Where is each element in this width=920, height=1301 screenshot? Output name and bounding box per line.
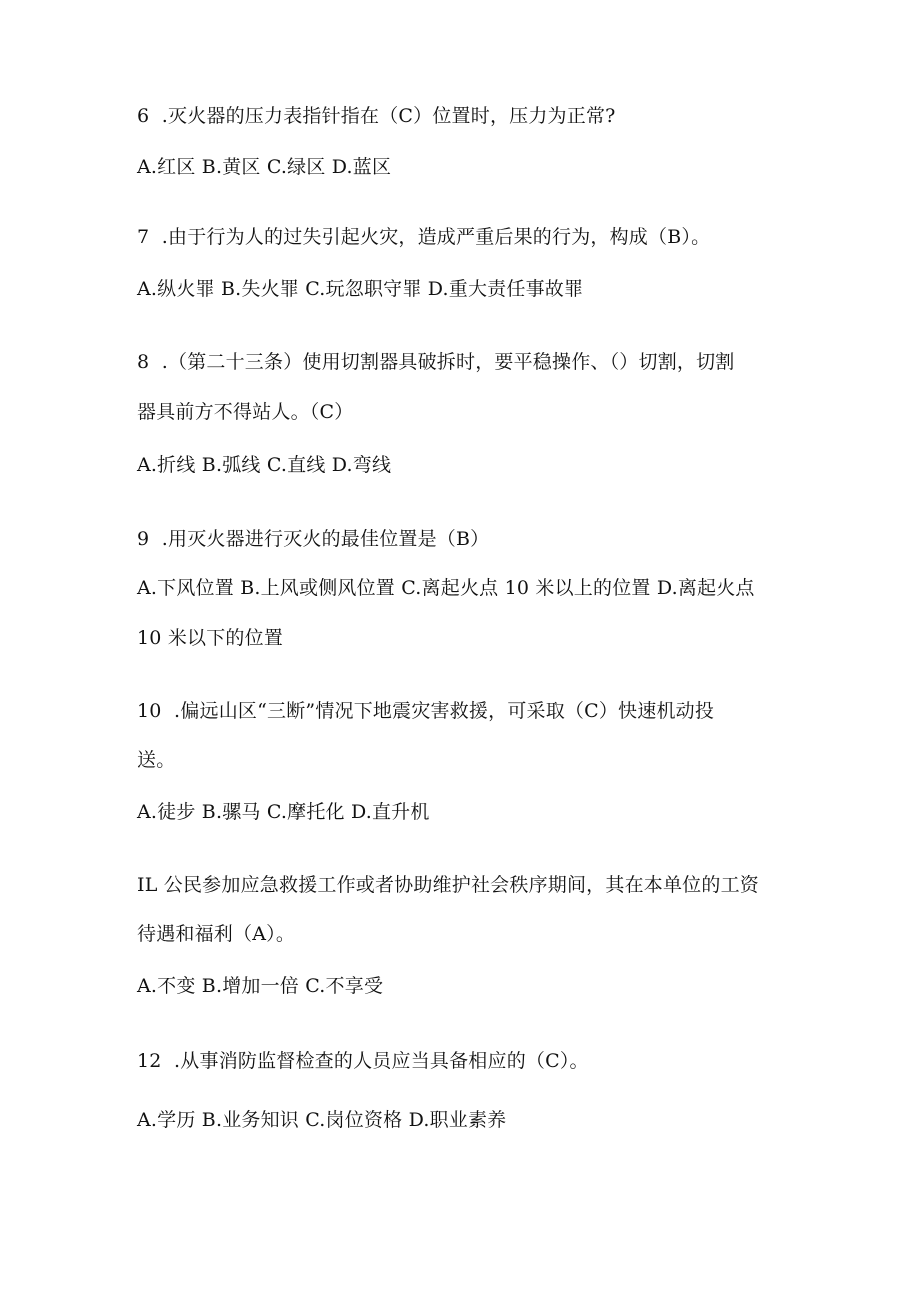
question-12-options: A.学历 B.业务知识 C.岗位资格 D.职业素养 — [137, 1109, 507, 1131]
question-10-text-line-2: 送。 — [137, 749, 176, 771]
question-11-text-line-1: IL 公民参加应急救援工作或者协助维护社会秩序期间，其在本单位的工资 — [137, 874, 759, 896]
question-12-text: 12 .从事消防监督检查的人员应当具备相应的（C）。 — [137, 1050, 589, 1072]
question-6-options: A.红区 B.黄区 C.绿区 D.蓝区 — [137, 156, 392, 178]
question-10-options: A.徒步 B.骡马 C.摩托化 D.直升机 — [137, 801, 430, 823]
question-9-text: 9 .用灭火器进行灭火的最佳位置是（B） — [137, 528, 490, 550]
question-8-options: A.折线 B.弧线 C.直线 D.弯线 — [137, 454, 392, 476]
question-9-options-line-2: 10 米以下的位置 — [137, 627, 284, 649]
question-10-text-line-1: 10 .偏远山区“三断”情况下地震灾害救援，可采取（C）快速机动投 — [137, 700, 715, 722]
question-6-text: 6 .灭火器的压力表指针指在（C）位置时，压力为正常? — [137, 105, 616, 127]
question-8-text-line-1: 8 .（第二十三条）使用切割器具破拆时，要平稳操作、（）切割，切割 — [137, 351, 735, 373]
question-9-options-line-1: A.下风位置 B.上风或侧风位置 C.离起火点 10 米以上的位置 D.离起火点 — [137, 577, 755, 599]
question-11-text-line-2: 待遇和福利（A）。 — [137, 923, 296, 945]
question-7-options: A.纵火罪 B.失火罪 C.玩忽职守罪 D.重大责任事故罪 — [137, 278, 584, 300]
question-11-options: A.不变 B.增加一倍 C.不享受 — [137, 975, 384, 997]
question-8-text-line-2: 器具前方不得站人。（C） — [137, 401, 354, 423]
question-7-text: 7 .由于行为人的过失引起火灾，造成严重后果的行为，构成（B）。 — [137, 226, 711, 248]
